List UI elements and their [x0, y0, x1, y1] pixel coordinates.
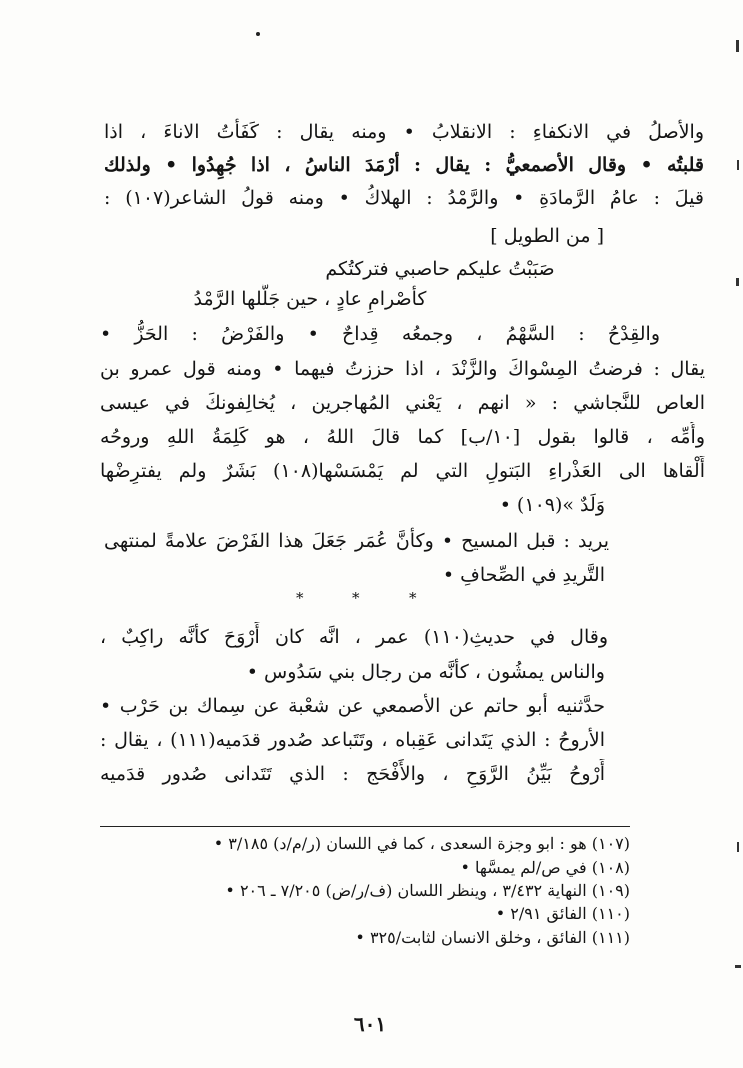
text-line: العاص للنَّجاشي : « انهم ، يَعْني المُهاجرين ، يُخالِفونكَ في عيسى — [100, 392, 705, 414]
edge-mark — [736, 40, 739, 52]
edge-mark — [736, 278, 739, 286]
text-line: يريد : قبل المسيح • وكأنَّ عُمَر جَعَلَ هذا الفَرْضَ علامةً لمنتهى — [104, 530, 609, 552]
footnote: (١١١) الفائق ، وخلق الانسان لثابت/٣٢٥ • — [355, 928, 630, 947]
text-line: قيلَ : عامُ الرَّمادَةِ • والرَّمْدُ : الهلاكُ • ومنه قولُ الشاعر(١٠٧) : — [104, 187, 704, 209]
verse-hemistich-1: صَبَبْتُ عليكم حاصبي فتركتُكم — [325, 258, 555, 280]
section-divider — [0, 588, 743, 618]
text-line: وَلَدٌ »(١٠٩) • — [499, 494, 605, 516]
text-line: يقال : فرضتُ المِسْواكَ والزَّنْدَ ، اذا حززتُ فيهما • ومنه قول عمرو بن — [100, 358, 705, 380]
top-speck — [256, 32, 260, 36]
text-line: والناس يمشُون ، كأنَّه من رجال بني سَدُوس • — [246, 661, 605, 683]
verse-meter: [ من الطويل ] — [490, 225, 604, 247]
text-line: أَلْقاها الى العَذْراءِ البَتولِ التي لم يَمْسَسْها(١٠٨) بَشَرٌ ولم يفترِضْها — [100, 460, 705, 482]
divider-star: * — [352, 589, 360, 607]
text-line: قلبتُه • وقال الأصمعيُّ : يقال : أرْمَدَ الناسُ ، اذا جُهِدُوا • ولذلك — [104, 154, 704, 176]
divider-star: * — [409, 589, 417, 607]
edge-mark — [735, 965, 741, 968]
text-line: الأروحُ : الذي يَتَدانى عَقِباه ، وتَتَباعد صُدور قدَميه(١١١) ، يقال : — [100, 729, 605, 751]
text-line: التَّريدِ في الصِّحافِ • — [442, 564, 605, 586]
footnote-separator — [100, 826, 630, 827]
page-number: ٦٠١ — [353, 1012, 387, 1036]
text-line: حدَّثنيه أبو حاتم عن الأصمعي عن شعْبة عن سِماك بن حَرْب • — [100, 695, 605, 717]
text-line: والأصلُ في الانكفاءِ : الانقلابُ • ومنه يقال : كَفَأتُ الاناءَ ، اذا — [104, 121, 704, 143]
footnote: (١٠٧) هو : ابو وجزة السعدى ، كما في اللسان (ر/م/د) ٣/١٨٥ • — [213, 834, 630, 853]
divider-star: * — [296, 589, 304, 607]
footnote: (١٠٩) النهاية ٣/٤٣٢ ، وينظر اللسان (ف/ر/ض) ٧/٢٠٥ ـ ٢٠٦ • — [225, 881, 630, 900]
footnote: (١٠٨) في ص/لم يمسَّها • — [460, 858, 630, 877]
text-line: وأُمِّه ، قالوا بقول [١٠/ب] كما قالَ اللهُ ، هو كَلِمَةُ اللهِ وروحُه — [100, 426, 705, 448]
text-line: وقال في حديثِ(١١٠) عمر ، انَّه كان أَرْوَحَ كأنَّه راكِبٌ ، — [100, 626, 608, 648]
edge-mark — [737, 160, 739, 170]
verse-hemistich-2: كأصْرامِ عادٍ ، حين جَلَّلها الرَّمْدُ — [193, 288, 427, 310]
footnote: (١١٠) الفائق ٢/٩١ • — [495, 904, 630, 923]
text-line: أَرْوحُ بَيِّنُ الرَّوَحِ ، والأَفْحَج : الذي تَتَدانى صُدور قدَميه — [100, 763, 605, 785]
text-line: والقِدْحُ : السَّهْمُ ، وجمعُه قِداحٌ • والفَرْضُ : الحَزُّ • — [100, 323, 660, 345]
edge-mark — [737, 842, 739, 852]
